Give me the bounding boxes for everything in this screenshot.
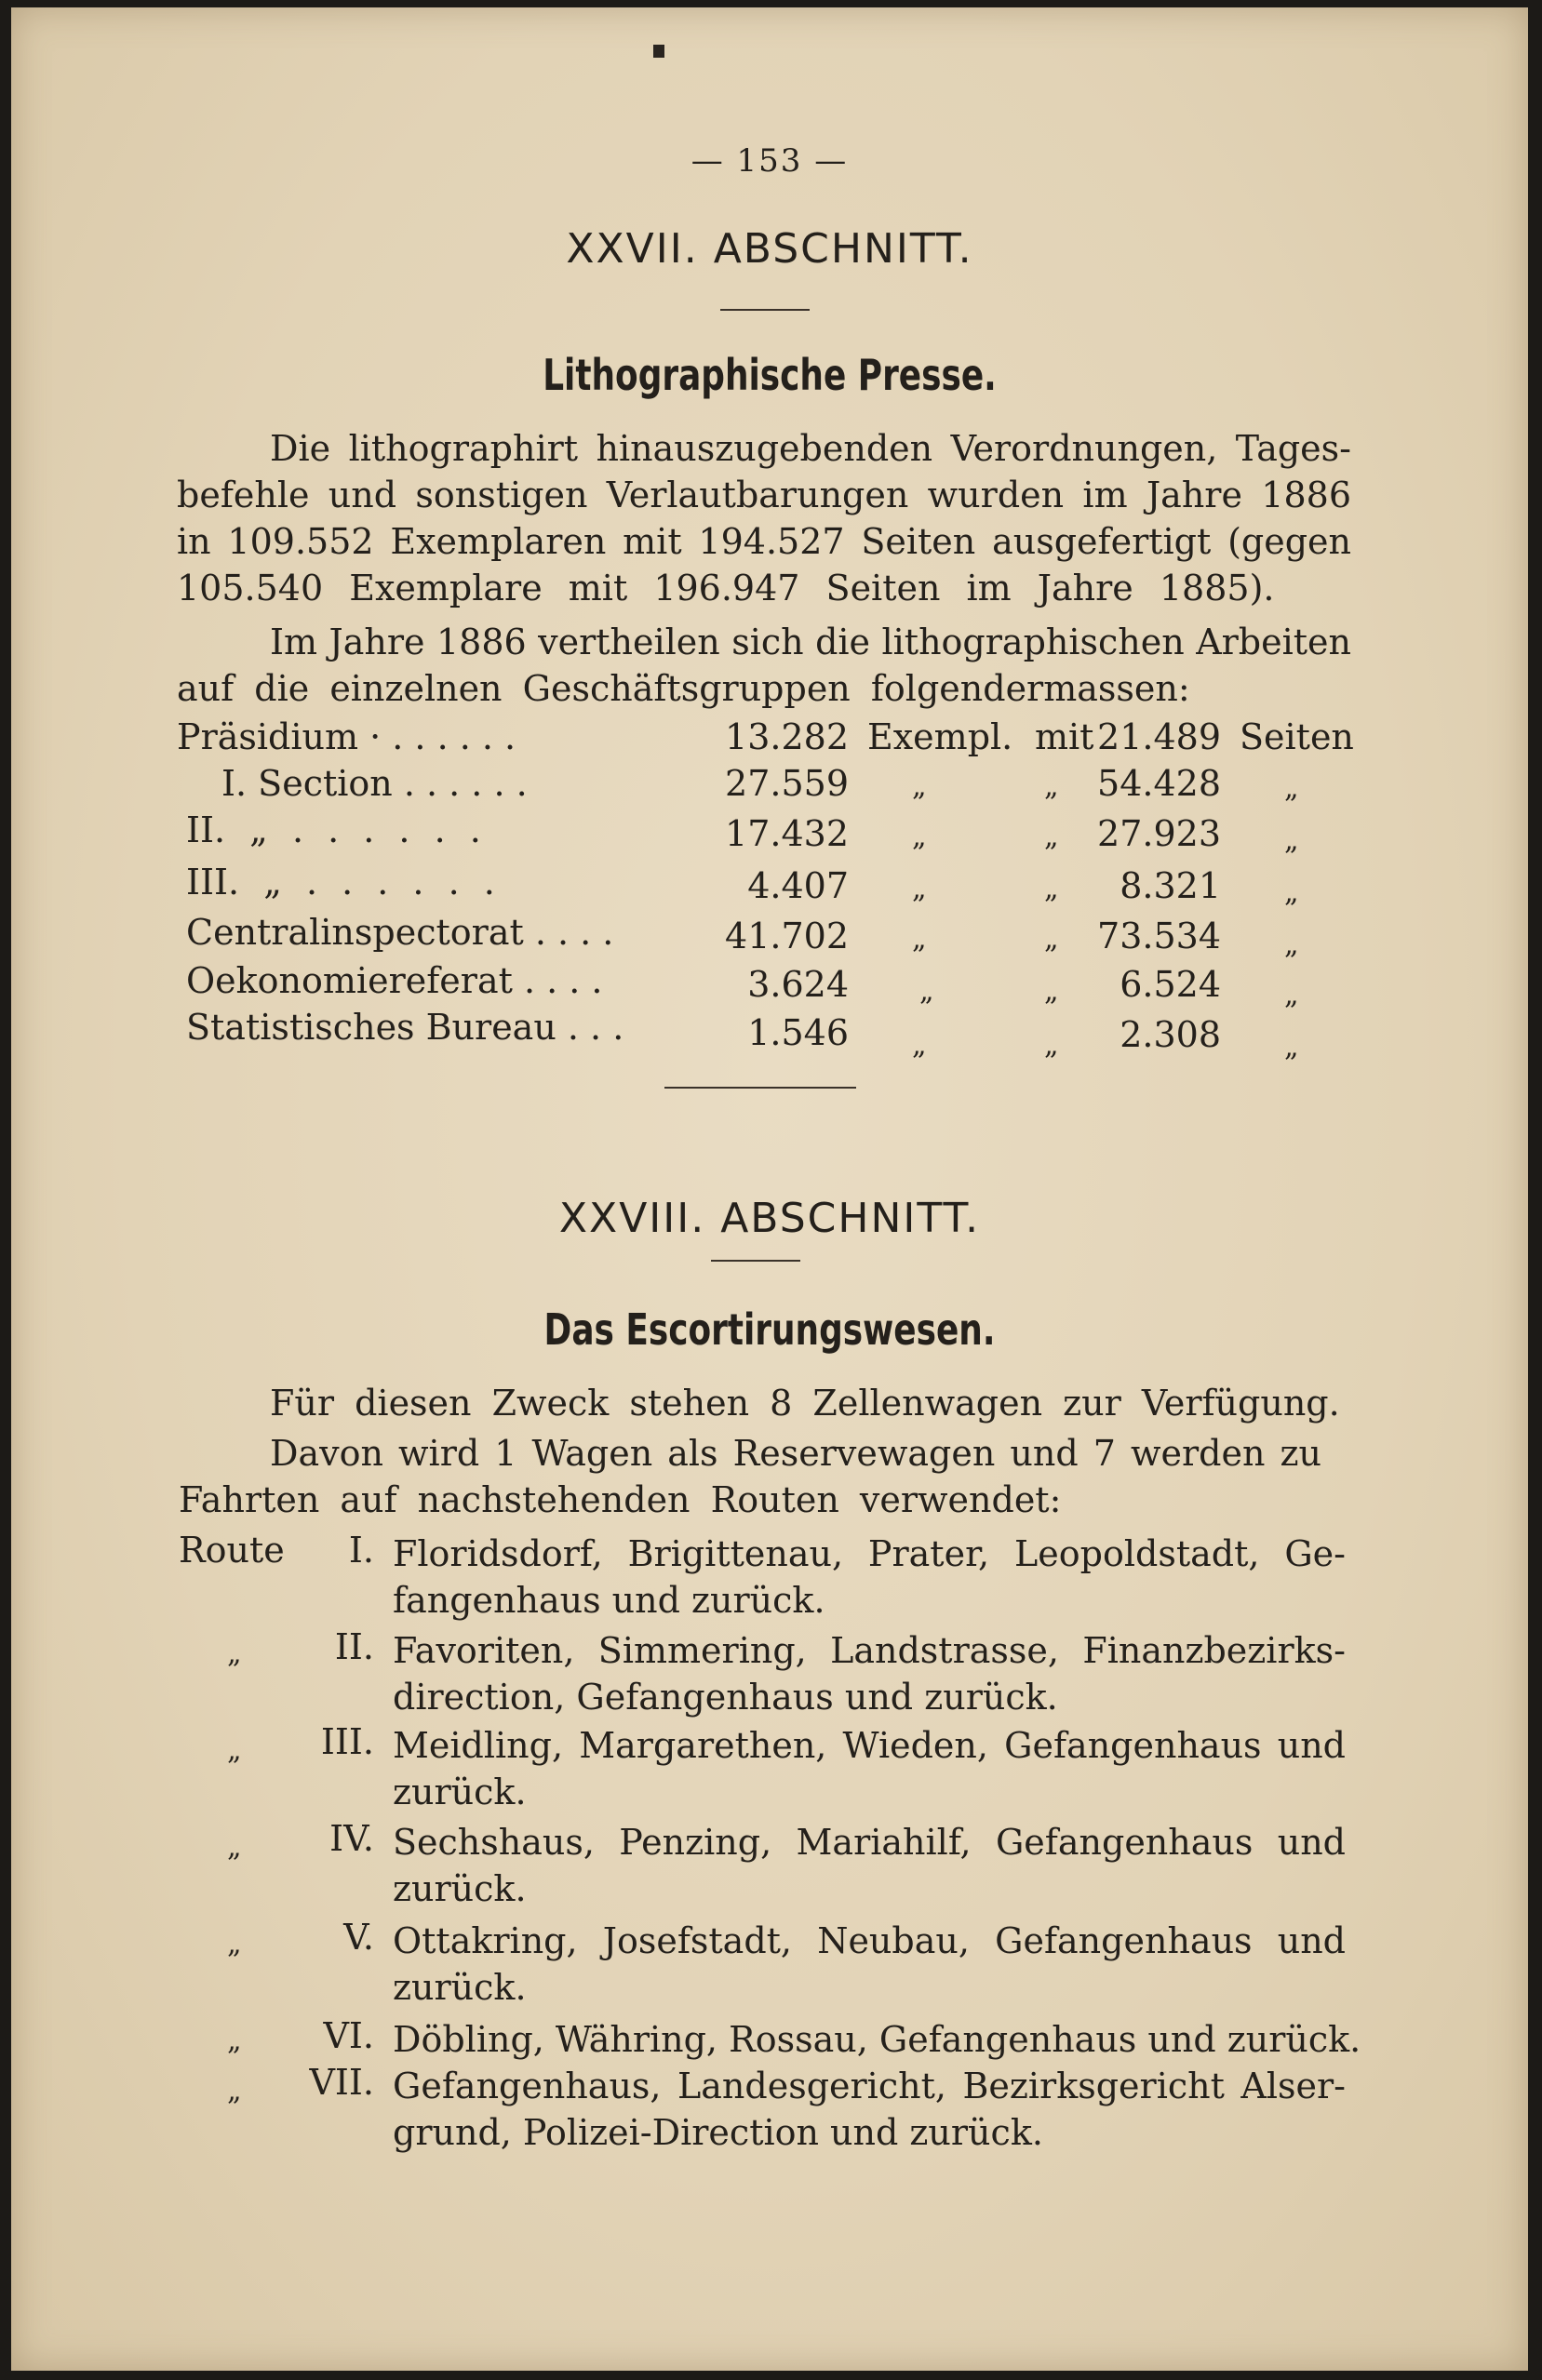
ditto-mark: „ <box>1044 770 1059 803</box>
para2-line: Im Jahre 1886 vertheilen sich die lithographischen Arbeiten <box>270 622 1351 662</box>
row-mit: mit <box>1035 716 1094 757</box>
row-seiten: 8.321 <box>1120 865 1221 906</box>
row-seiten: 27.923 <box>1097 813 1221 854</box>
route-number: V. <box>343 1917 374 1958</box>
row-label: III. „ . . . . . . <box>186 862 495 903</box>
ditto-mark: „ <box>1044 1029 1059 1062</box>
book-page <box>11 7 1528 2371</box>
route-prefix: „ <box>227 1831 242 1864</box>
row-label: Centralinspectorat . . . . <box>186 912 614 953</box>
route-prefix: „ <box>227 1734 242 1767</box>
row-exempl: 41.702 <box>725 916 849 956</box>
route-number: VI. <box>323 2015 374 2056</box>
ditto-mark: „ <box>1044 873 1059 905</box>
divider <box>720 309 810 311</box>
row-seiten: 2.308 <box>1120 1014 1221 1055</box>
row-seiten: 73.534 <box>1097 916 1221 956</box>
route-text: Favoriten, Simmering, Landstrasse, Finanzbezirks- <box>393 1630 1346 1671</box>
row-exempl: 27.559 <box>725 763 849 804</box>
row-label: I. Section . . . . . . <box>221 763 528 804</box>
row-unit2: Seiten <box>1240 716 1354 757</box>
route-text: zurück. <box>393 1868 527 1909</box>
route-text: zurück. <box>393 1967 527 2008</box>
ditto-mark: „ <box>912 873 927 905</box>
page-number: — 153 — <box>691 142 849 180</box>
route-prefix: Route <box>179 1530 285 1571</box>
route-number: I. <box>348 1530 374 1571</box>
row-exempl: 13.282 <box>725 716 849 757</box>
ditto-mark: „ <box>1284 929 1299 961</box>
route-text: zurück. <box>393 1772 527 1812</box>
divider <box>664 1087 856 1089</box>
row-exempl: 4.407 <box>747 865 849 906</box>
row-label: II. „ . . . . . . <box>186 809 481 850</box>
ditto-mark: „ <box>919 975 934 1008</box>
ditto-mark: „ <box>912 923 927 956</box>
route-text: fangenhaus und zurück. <box>393 1580 825 1621</box>
ink-mark <box>653 45 664 58</box>
para2-line: auf die einzelnen Geschäftsgruppen folgendermassen: <box>177 668 1190 709</box>
para-line: Fahrten auf nachstehenden Routen verwendet: <box>179 1479 1062 1520</box>
ditto-mark: „ <box>1284 772 1299 805</box>
row-exempl: 17.432 <box>725 813 849 854</box>
ditto-mark: „ <box>1044 975 1059 1008</box>
route-number: VII. <box>309 2062 374 2103</box>
route-number: III. <box>320 1721 374 1762</box>
route-prefix: „ <box>227 2025 242 2057</box>
route-prefix: „ <box>227 1928 242 1960</box>
ditto-mark: „ <box>1284 824 1299 857</box>
section-27-title: Lithographische Presse. <box>543 350 997 400</box>
section-28-heading: XXVIII. ABSCHNITT. <box>558 1195 981 1242</box>
route-text: Meidling, Margarethen, Wieden, Gefangenhaus und <box>393 1725 1346 1766</box>
route-prefix: „ <box>227 2075 242 2107</box>
route-text: Gefangenhaus, Landesgericht, Bezirksgericht Alser- <box>393 2066 1346 2106</box>
route-text: Floridsdorf, Brigittenau, Prater, Leopoldstadt, Ge- <box>393 1533 1346 1574</box>
divider <box>711 1260 800 1262</box>
para1-line: Die lithographirt hinauszugebenden Verordnungen, Tages- <box>270 428 1351 469</box>
route-text: Sechshaus, Penzing, Mariahilf, Gefangenhaus und <box>393 1822 1346 1863</box>
ditto-mark: „ <box>912 770 927 803</box>
row-label: Statistisches Bureau . . . <box>186 1007 624 1048</box>
row-exempl: 3.624 <box>747 964 849 1005</box>
section-27-heading: XXVII. ABSCHNITT. <box>566 225 973 273</box>
para1-line: 105.540 Exemplare mit 196.947 Seiten im Jahre 1885). <box>177 568 1275 608</box>
row-exempl: 1.546 <box>747 1012 849 1053</box>
para-line: Für diesen Zweck stehen 8 Zellenwagen zur Verfügung. <box>270 1383 1340 1424</box>
row-seiten: 21.489 <box>1097 716 1221 757</box>
ditto-mark: „ <box>1044 923 1059 956</box>
row-label: Oekonomiereferat . . . . <box>186 960 603 1001</box>
ditto-mark: „ <box>1284 979 1299 1011</box>
route-text: Döbling, Währing, Rossau, Gefangenhaus und zurück. <box>393 2019 1361 2060</box>
row-seiten: 54.428 <box>1097 763 1221 804</box>
ditto-mark: „ <box>1284 1031 1299 1063</box>
ditto-mark: „ <box>1044 821 1059 853</box>
row-unit1: Exempl. <box>867 716 1013 757</box>
row-seiten: 6.524 <box>1120 964 1221 1005</box>
para1-line: befehle und sonstigen Verlautbarungen wurden im Jahre 1886 <box>177 475 1351 515</box>
route-number: IV. <box>329 1818 374 1859</box>
route-text: grund, Polizei-Direction und zurück. <box>393 2112 1043 2153</box>
ditto-mark: „ <box>912 821 927 853</box>
route-prefix: „ <box>227 1638 242 1670</box>
route-text: Ottakring, Josefstadt, Neubau, Gefangenhaus und <box>393 1920 1346 1961</box>
route-text: direction, Gefangenhaus und zurück. <box>393 1677 1058 1718</box>
route-number: II. <box>334 1626 374 1667</box>
section-28-title: Das Escortirungswesen. <box>543 1304 996 1355</box>
ditto-mark: „ <box>1284 876 1299 909</box>
row-label: Präsidium · . . . . . . <box>177 716 516 757</box>
para1-line: in 109.552 Exemplaren mit 194.527 Seiten ausgefertigt (gegen <box>177 521 1351 562</box>
ditto-mark: „ <box>912 1029 927 1062</box>
para-line: Davon wird 1 Wagen als Reservewagen und 7 werden zu <box>270 1433 1321 1474</box>
